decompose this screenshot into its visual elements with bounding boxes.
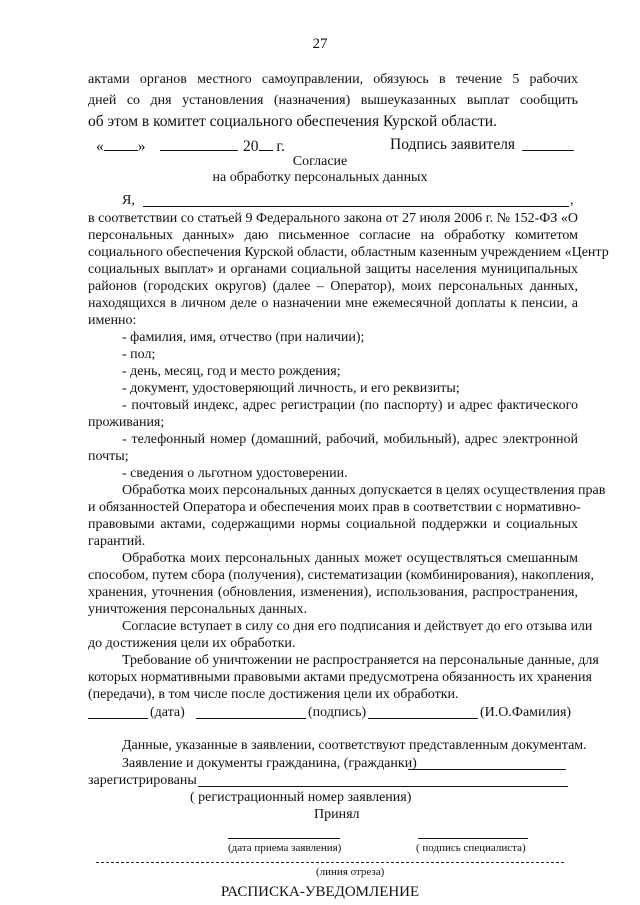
- method-paragraph-line: хранения, уточнения (обновления, изменения), использования, распространения,: [88, 585, 578, 600]
- consent-body-line: социального обеспечения Курской области, областным казенным учреждением «Центр: [88, 245, 609, 260]
- citizen-name-blank[interactable]: [408, 769, 566, 770]
- destruction-paragraph-line: Требование об уничтожении не распространяется на персональные данные, для: [122, 653, 599, 668]
- day-blank: [104, 136, 138, 151]
- date-day-field[interactable]: [96, 136, 146, 156]
- consent-body-line: в соответствии со статьей 9 Федерального закона от 27 июля 2006 г. № 152-ФЗ «О: [88, 211, 578, 226]
- date-year-field[interactable]: [243, 136, 285, 156]
- data-item: - телефонный номер (домашний, рабочий, мобильный), адрес электронной: [122, 432, 578, 447]
- consent-body-line: именно:: [88, 313, 137, 328]
- cut-line: [96, 862, 564, 863]
- registration-number-blank[interactable]: [198, 786, 568, 787]
- consent-signature-caption: (подпись): [308, 705, 367, 720]
- consent-name-blank[interactable]: [368, 718, 478, 719]
- method-paragraph-line: Обработка моих персональных данных может осуществляться смешанным: [122, 551, 578, 566]
- receipt-title: РАСПИСКА-УВЕДОМЛЕНИЕ: [220, 884, 420, 900]
- purpose-paragraph-line: правовыми актами, содержащими нормы социальной поддержки и социальных: [88, 517, 578, 532]
- acceptance-date-caption: (дата приема заявления): [228, 842, 342, 854]
- year-prefix: 20: [243, 138, 259, 155]
- office-documents-line: Заявление и документы гражданина, (гражданки): [122, 756, 417, 771]
- intro-line: дней со дня установления (назначения) вышеуказанных выплат сообщить: [88, 93, 578, 108]
- year-blank: [259, 136, 273, 151]
- consent-body-line: районов (городских округов) (далее – Оператор), моих персональных данных,: [88, 279, 578, 294]
- acceptance-date-blank[interactable]: [228, 838, 340, 839]
- purpose-paragraph-line: и обязанностей Оператора и обеспечения моих прав в соответствии с нормативно-: [88, 500, 581, 515]
- intro-line: актами органов местного самоуправлении, обязуюсь в течение 5 рабочих: [88, 72, 578, 87]
- consent-date-caption: (дата): [150, 705, 185, 720]
- data-item: - фамилия, имя, отчество (при наличии);: [122, 330, 365, 345]
- applicant-signature-blank[interactable]: [522, 150, 574, 151]
- validity-paragraph-line: до достижения цели их обработки.: [88, 636, 296, 651]
- purpose-paragraph-line: гарантий.: [88, 534, 146, 549]
- consent-subtitle: на обработку персональных данных: [212, 170, 428, 185]
- intro-line: об этом в комитет социального обеспечения Курской области.: [88, 113, 497, 130]
- consent-body-line: персональных данных» даю письменное согласие на обработку комитетом: [88, 228, 578, 243]
- method-paragraph-line: уничтожения персональных данных.: [88, 602, 307, 617]
- destruction-paragraph-line: (передачи), в том числе после достижения цели их обработки.: [88, 687, 459, 702]
- consent-body-line: социальных выплат» и органами социальной защиты населения муниципальных: [88, 262, 578, 277]
- specialist-signature-blank[interactable]: [418, 838, 528, 839]
- data-item: - почтовый индекс, адрес регистрации (по паспорту) и адрес фактического: [122, 398, 578, 413]
- applicant-signature-label: Подпись заявителя: [390, 136, 516, 153]
- data-item: - сведения о льготном удостоверении.: [122, 466, 348, 481]
- quote-close: »: [137, 138, 146, 155]
- method-paragraph-line: способом, путем сбора (получения), систематизации (комбинирования), накопления,: [88, 568, 594, 583]
- consent-title: Согласие: [292, 154, 348, 169]
- consent-body-line: находящихся в личном деле о назначении мне ежемесячной доплаты к пенсии, а: [88, 296, 578, 311]
- full-name-blank[interactable]: [143, 206, 569, 207]
- year-suffix: г.: [276, 138, 285, 155]
- page-number: 27: [312, 36, 328, 52]
- specialist-signature-caption: ( подпись специалиста): [416, 842, 526, 854]
- validity-paragraph-line: Согласие вступает в силу со дня его подписания и действует до его отзыва или: [122, 619, 593, 634]
- office-verification-line: Данные, указанные в заявлении, соответствуют представленным документам.: [122, 738, 587, 753]
- cut-line-caption: (линия отреза): [316, 866, 385, 878]
- consent-date-blank-right[interactable]: [196, 718, 306, 719]
- data-item: почты;: [88, 449, 129, 464]
- consent-name-caption: (И.О.Фамилия): [480, 705, 572, 720]
- registration-number-caption: ( регистрационный номер заявления): [190, 790, 412, 805]
- accepted-label: Принял: [314, 807, 360, 822]
- i-end: ,: [570, 193, 574, 208]
- purpose-paragraph-line: Обработка моих персональных данных допускается в целях осуществления прав: [122, 483, 606, 498]
- data-item: проживания;: [88, 415, 165, 430]
- quote-open: «: [96, 138, 104, 155]
- consent-date-blank-left[interactable]: [88, 718, 148, 719]
- month-blank[interactable]: [160, 150, 238, 151]
- registered-label: зарегистрированы: [88, 773, 197, 788]
- destruction-paragraph-line: которых нормативными правовыми актами предусмотрена обязанность их хранения: [88, 670, 592, 685]
- i-label: Я,: [122, 193, 135, 208]
- data-item: - документ, удостоверяющий личность, и его реквизиты;: [122, 381, 460, 396]
- data-item: - пол;: [122, 347, 156, 362]
- data-item: - день, месяц, год и место рождения;: [122, 364, 341, 379]
